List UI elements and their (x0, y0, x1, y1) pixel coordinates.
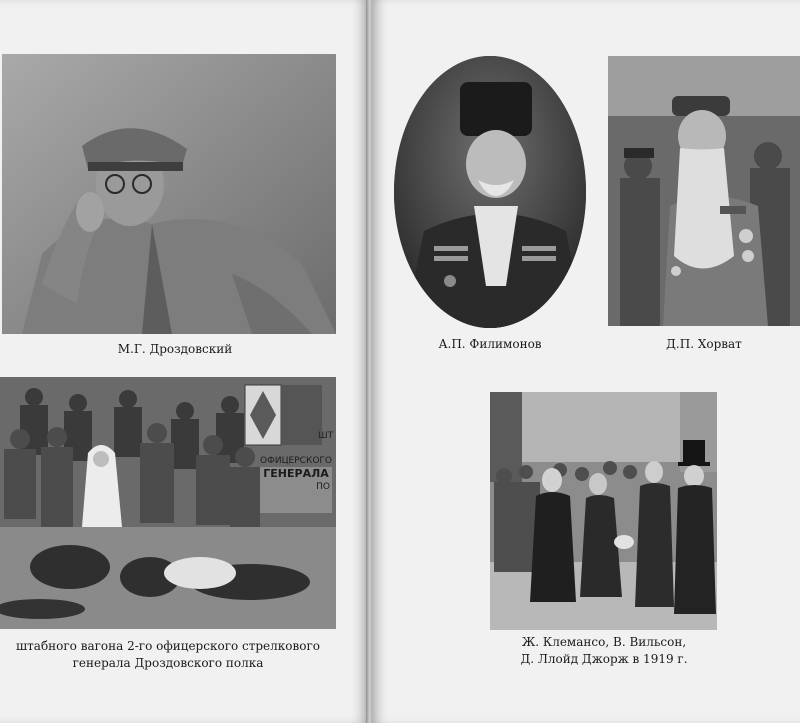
big-three-caption-line1: Ж. Клемансо, В. Вильсон, (521, 635, 687, 649)
staff-car-caption-line2: генерала Дроздовского полка (72, 656, 264, 670)
right-page (372, 0, 800, 723)
filimonov-photo (394, 56, 586, 328)
khorvat-caption: Д.П. Хорват (666, 337, 742, 351)
car-sign-suffix: ПО (316, 482, 330, 492)
big-three-photo (490, 392, 717, 630)
filimonov-caption: А.П. Филимонов (438, 337, 542, 351)
staff-car-group-photo (0, 377, 336, 629)
drozdovsky-photo (2, 54, 336, 334)
car-sign (258, 455, 334, 493)
khorvat-photo (608, 56, 800, 326)
staff-car-caption-line1: штабного вагона 2-го офицерского стрелкового (16, 639, 320, 653)
car-sign-bottom: ГЕНЕРАЛА (263, 467, 329, 480)
drozdovsky-caption: М.Г. Дроздовский (117, 342, 233, 356)
staff-car-caption (0, 638, 336, 672)
left-page (0, 0, 368, 723)
big-three-caption (482, 634, 726, 668)
car-sign-top: ОФИЦЕРСКОГО (260, 456, 332, 466)
car-edge-label: ШТ (318, 431, 334, 441)
big-three-caption-line2: Д. Ллойд Джорж в 1919 г. (520, 652, 688, 666)
